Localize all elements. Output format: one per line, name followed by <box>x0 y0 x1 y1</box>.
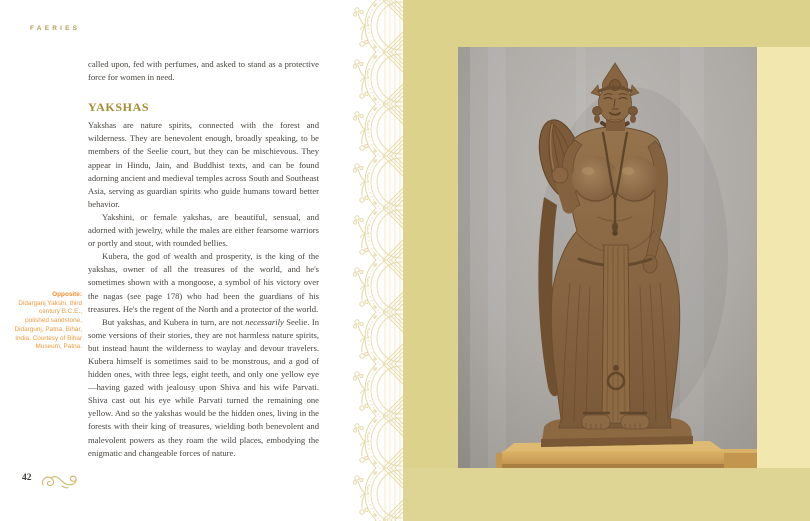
section-heading: YAKSHAS <box>88 100 150 115</box>
scroll-flourish-icon <box>40 472 80 497</box>
caption-text: Didarganj Yakshi, third century B.C.E., polished sandstone, Didargunj, Patna, Bihar, India. Courtesy of Bihar Museum, Patna. <box>14 299 82 351</box>
paragraph-4 <box>88 316 319 460</box>
caption-lead: Opposite: <box>52 291 82 298</box>
paragraph-4-text: But yakshas, and Kubera in turn, are not <box>102 316 246 327</box>
intro-paragraph: called upon, fed with perfumes, and asked to stand as a protective force for women in need. <box>88 59 319 83</box>
plate-frame-left <box>403 47 458 468</box>
paragraph-1: Yakshas are nature spirits, connected with the forest and wilderness. They are benevolent enough, broadly speaking, to be members of the Seelie court, but they can be mischievous. They appear in Hindu, Jain, and Buddhist texts, and can be found adorning ancient and medieval temples across South and Southeast Asia, serving as guardian spirits who guide humans toward better behavior. <box>88 120 319 209</box>
yakshi-statue-photo <box>458 47 757 468</box>
right-page <box>403 0 810 521</box>
margin-caption <box>14 291 82 352</box>
page-number: 42 <box>22 473 32 483</box>
body-text-column <box>88 58 319 460</box>
plate-frame-top <box>403 0 810 47</box>
lace-border-ornament <box>347 0 403 521</box>
paragraph-4-emphasis: necessarily <box>245 316 284 327</box>
paragraph-2: Yakshini, or female yakshas, are beautiful, sensual, and adorned with jewelry, while the males are either fearsome warriors or portly and stout, with rounded bellies. <box>88 211 319 249</box>
left-page <box>0 0 403 521</box>
plate-frame-bottom <box>403 468 810 521</box>
paragraph-3: Kubera, the god of wealth and prosperity, is the king of the yakshas, owner of all the treasures of the world, and he's sometimes shown with a mongoose, a symbol of his victory over the nagas (see page 178) who had been the guardians of his treasures. He's the regent of the North and a protector of the world. <box>88 251 319 314</box>
running-head: FAERIES <box>30 25 81 32</box>
paragraph-4-text-cont: Seelie. In some versions of their stories, they are not harmless nature spirits, but instead haunt the wilderness to waylay and devour travelers. Kubera himself is sometimes said to be monstrous, and a god of hidden ones, with three legs, eight teeth, and only one yellow eye—having gazed with jealousy upon Shiva and his wife Parvati. Shiva cast out his eye while Parvati turned the remaining one yellow. And so the yakshas would be the hidden ones, living in the forests with their king of treasures, wielding both benevolent and malevolent powers as they roam the wild places, embodying the enigmatic and changeable forces of nature. <box>88 316 319 458</box>
